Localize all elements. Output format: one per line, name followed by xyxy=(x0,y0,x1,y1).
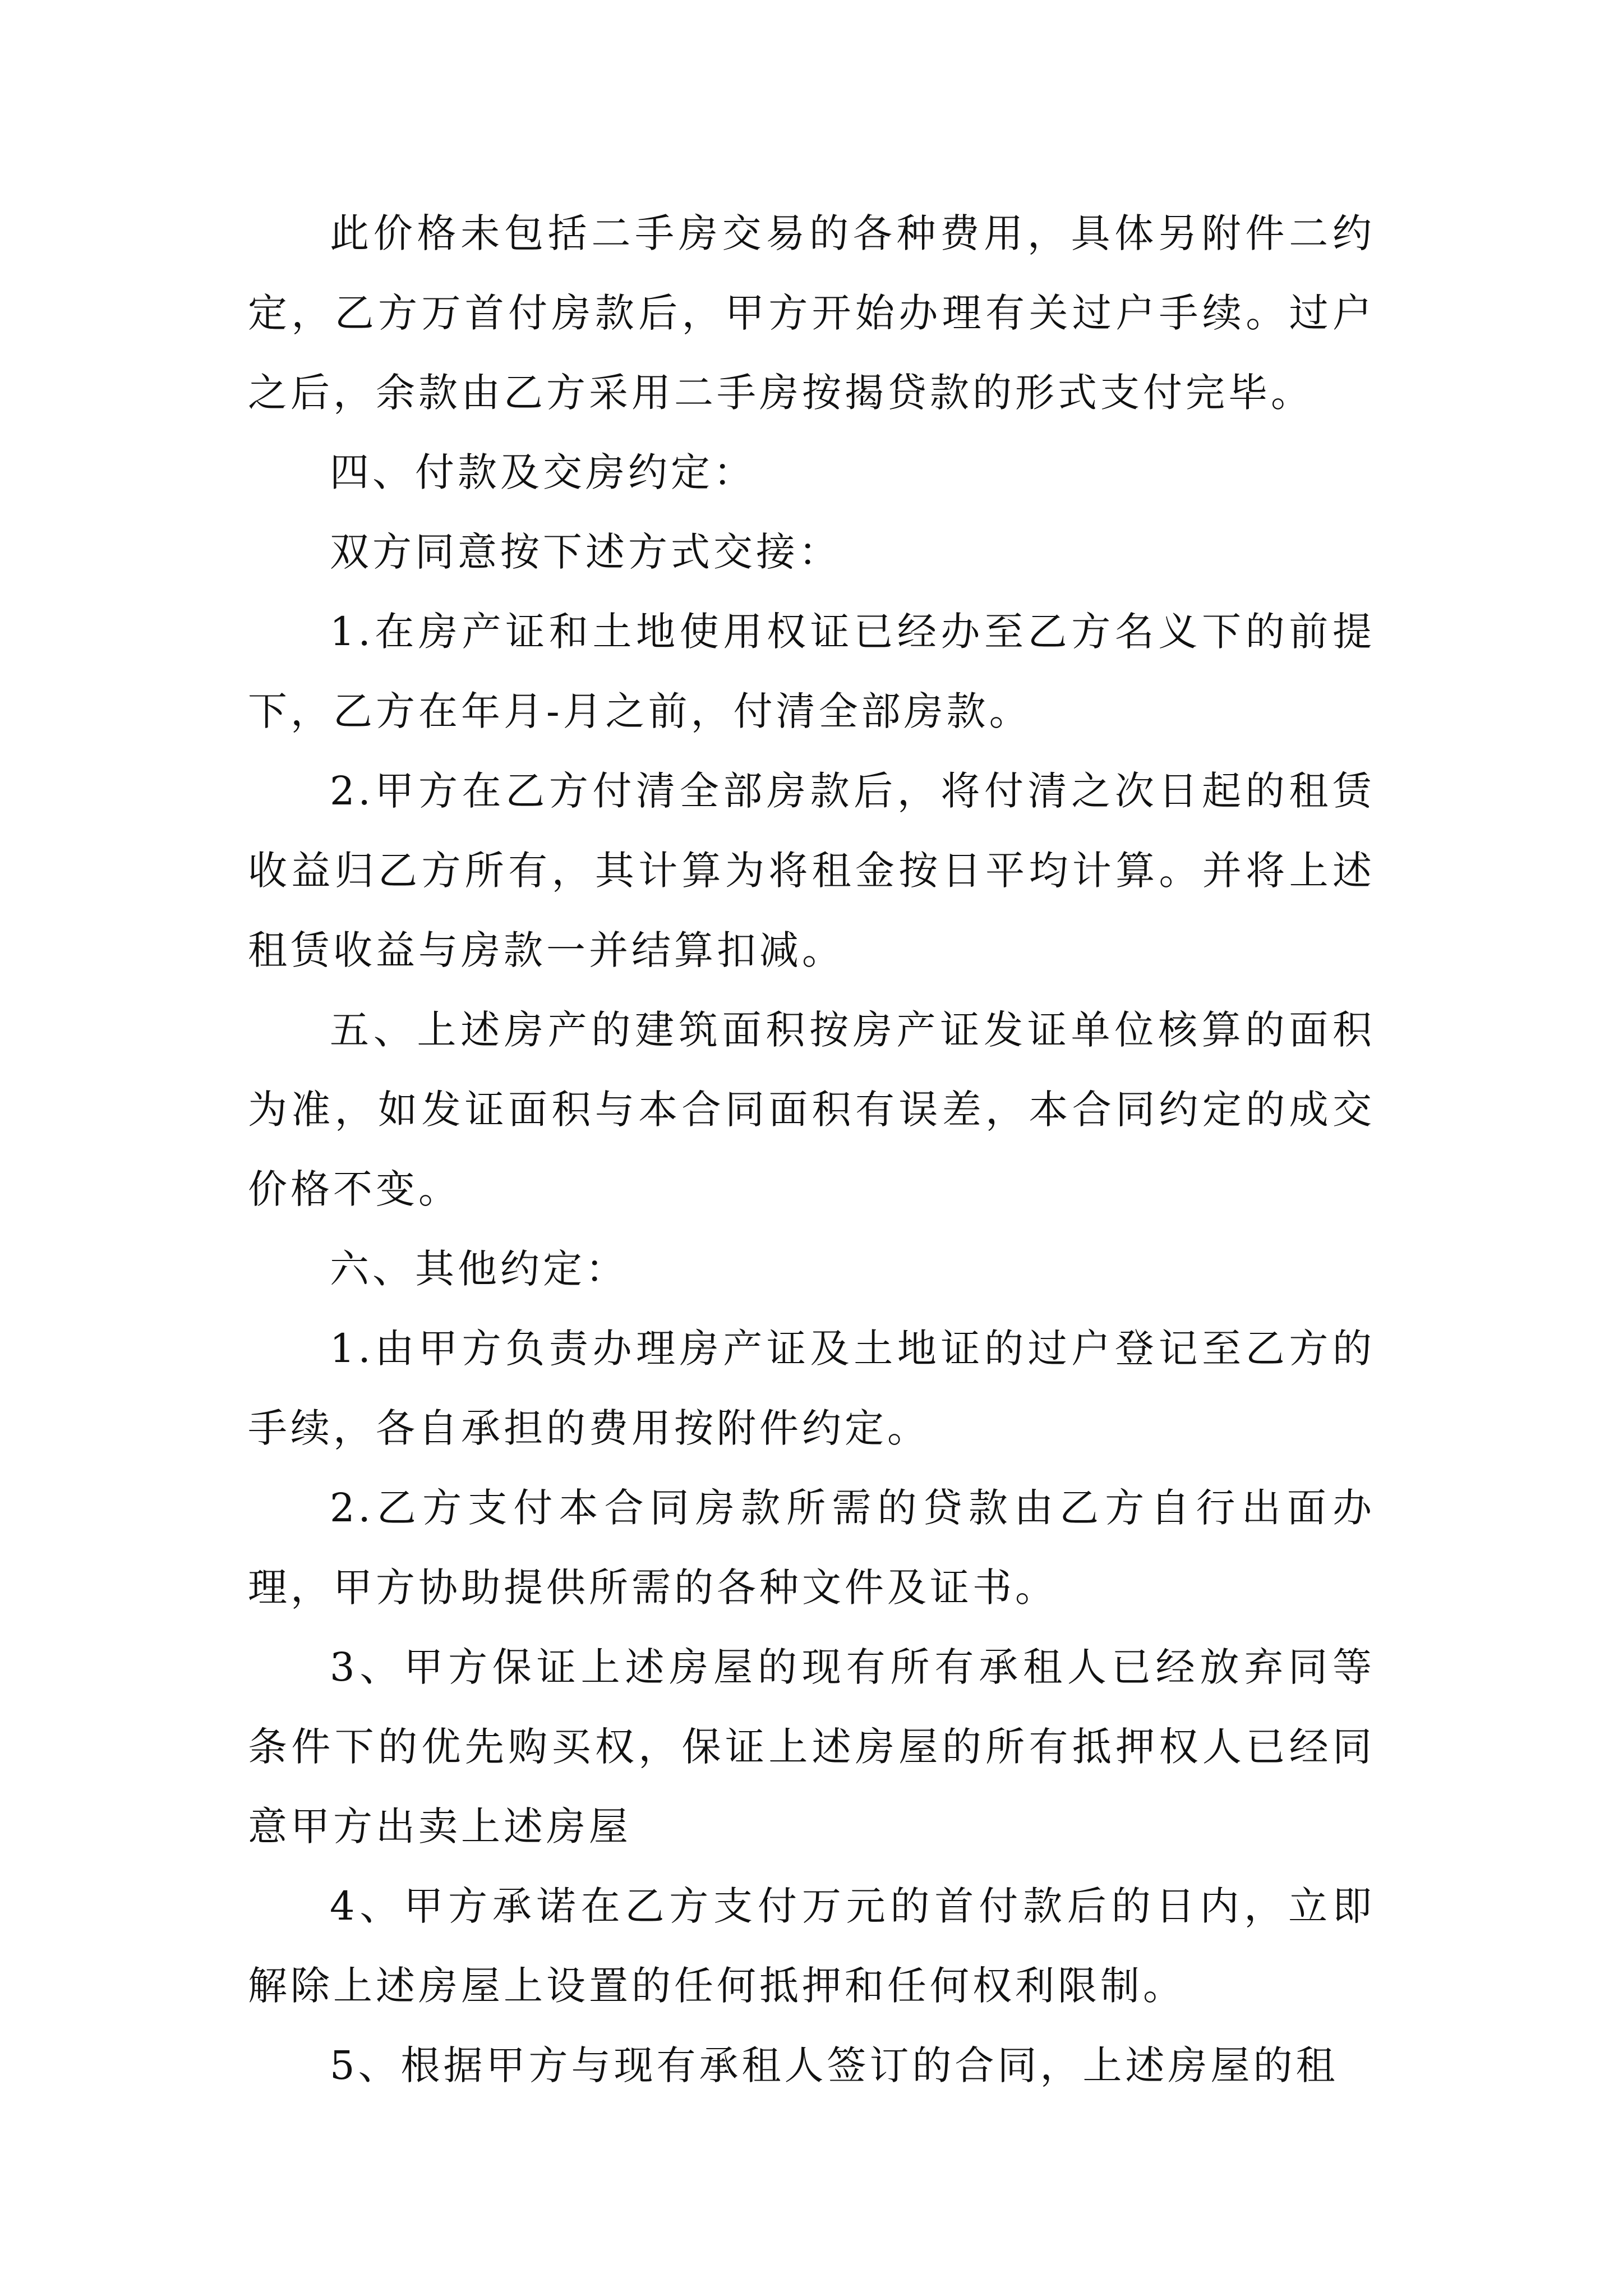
clause-6-5-lease-contract: 5、根据甲方与现有承租人签订的合同，上述房屋的租 xyxy=(330,2042,1339,2088)
clause-6-3-tenant-waiver: 3、甲方保证上述房屋的现有所有承租人已经放弃同等条件下的优先购买权，保证上述房屋的所有抵押权人已经同意甲方出卖上述房屋 xyxy=(248,1644,1375,1849)
clause-6-2-loan: 2.乙方支付本合同房款所需的贷款由乙方自行出面办理，甲方协助提供所需的各种文件及证书。 xyxy=(248,1485,1375,1611)
section-heading-other-agreements: 六、其他约定： xyxy=(330,1246,628,1292)
section-heading-payment-and-handover: 四、付款及交房约定： xyxy=(330,449,756,495)
clause-6-4-mortgage-release: 4、甲方承诺在乙方支付万元的首付款后的日内，立即解除上述房屋上设置的任何抵押和任何权利限制。 xyxy=(248,1883,1375,2009)
clause-4-1-full-payment: 1.在房产证和土地使用权证已经办至乙方名义下的前提下，乙方在年月-月之前，付清全部房款。 xyxy=(248,609,1375,734)
clause-6-1-title-transfer: 1.由甲方负责办理房产证及土地证的过户登记至乙方的手续，各自承担的费用按附件约定。 xyxy=(248,1326,1375,1451)
clause-4-2-rental-income: 2.甲方在乙方付清全部房款后，将付清之次日起的租赁收益归乙方所有，其计算为将租金按日平均计算。并将上述租赁收益与房款一并结算扣减。 xyxy=(248,768,1375,973)
paragraph-price-and-fees: 此价格未包括二手房交易的各种费用，具体另附件二约定，乙方万首付房款后，甲方开始办理有关过户手续。过户之后，余款由乙方采用二手房按揭贷款的形式支付完毕。 xyxy=(248,210,1375,416)
section-5-building-area: 五、上述房产的建筑面积按房产证发证单位核算的面积为准，如发证面积与本合同面积有误差，本合同约定的成交价格不变。 xyxy=(248,1007,1375,1212)
paragraph-handover-method: 双方同意按下述方式交接： xyxy=(330,529,841,575)
document-body xyxy=(248,194,1375,2105)
